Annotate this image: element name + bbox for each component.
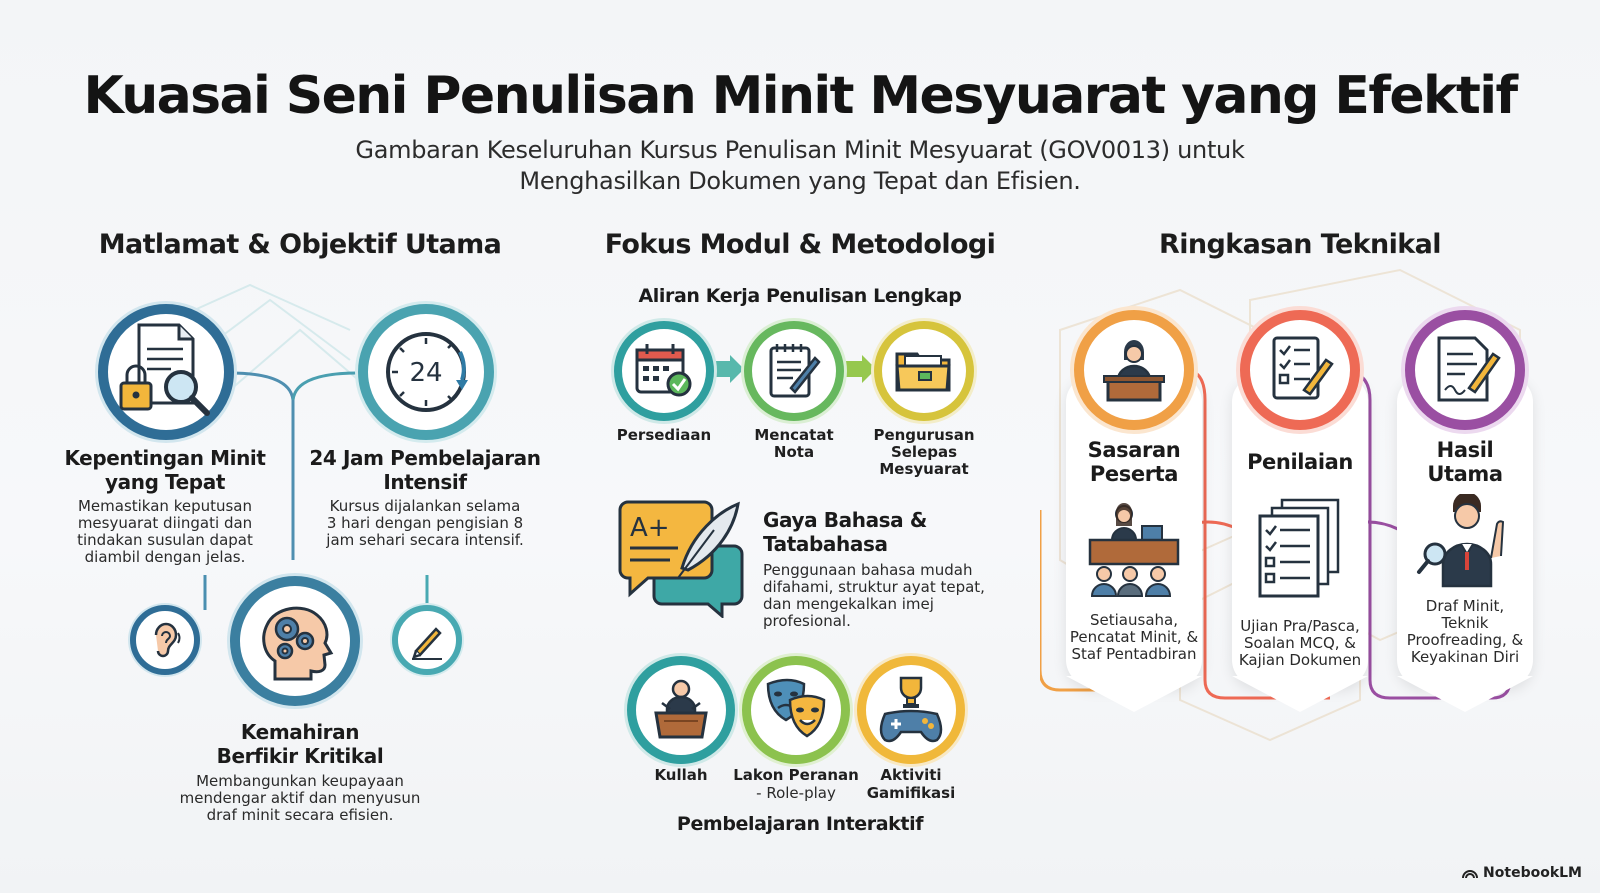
card-1-title-line-2: Peserta bbox=[1089, 462, 1179, 486]
goal-1-desc-line-4: diambil dengan jelas. bbox=[84, 548, 246, 566]
card-2-point bbox=[1232, 676, 1368, 716]
page-title: Kuasai Seni Penulisan Minit Mesyuarat yang Efektif bbox=[83, 66, 1517, 126]
signed-document-icon bbox=[1425, 330, 1505, 410]
goal-3-title-line-2: Berfikir Kritikal bbox=[216, 744, 384, 768]
card-1-desc-line-3: Staf Pentadbiran bbox=[1071, 645, 1197, 663]
head-gears-icon bbox=[245, 591, 345, 691]
document-security-icon-circle bbox=[98, 304, 234, 440]
language-title-line-2: Tatabahasa bbox=[763, 532, 888, 556]
workflow-2-label-line-1: Mencatat bbox=[754, 426, 834, 444]
section-title-goals: Matlamat & Objektif Utama bbox=[98, 229, 502, 260]
pen-icon bbox=[406, 619, 448, 661]
checklist-pencil-icon bbox=[1260, 330, 1340, 410]
calendar-icon bbox=[631, 338, 697, 404]
workflow-3-label-line-1: Pengurusan bbox=[873, 426, 975, 444]
goal-2-desc-line-3: jam sehari secara intensif. bbox=[326, 531, 524, 549]
card-3-desc-line-2: Teknik bbox=[1441, 614, 1489, 632]
method-roleplay bbox=[742, 656, 850, 764]
method-2-label-line-1: Lakon Peranan bbox=[733, 766, 859, 784]
goal-3-title-line-1: Kemahiran bbox=[240, 720, 360, 744]
goal-1-desc-line-2: mesyuarat diingati dan bbox=[77, 514, 253, 532]
test-papers-icon bbox=[1252, 498, 1348, 598]
ear-icon bbox=[144, 619, 186, 661]
document-lock-search-icon bbox=[111, 317, 221, 427]
card-3-icon-circle bbox=[1405, 310, 1525, 430]
card-3-desc-line-4: Keyakinan Diri bbox=[1410, 648, 1520, 666]
card-2-icon-circle bbox=[1240, 310, 1360, 430]
card-1-desc-line-1: Setiausaha, bbox=[1090, 611, 1178, 629]
workflow-step-preparation bbox=[614, 321, 714, 421]
card-3-title-line-2: Utama bbox=[1427, 462, 1503, 486]
goal-2-desc-line-1: Kursus dijalankan selama bbox=[329, 497, 521, 515]
language-desc-line-4: profesional. bbox=[763, 612, 851, 630]
language-title-line-1: Gaya Bahasa & bbox=[763, 508, 927, 532]
card-2-desc-line-1: Ujian Pra/Pasca, bbox=[1240, 617, 1360, 635]
subtitle-line-1: Gambaran Keseluruhan Kursus Penulisan Minit Mesyuarat (GOV0013) untuk bbox=[355, 136, 1245, 164]
goal-3-desc-line-1: Membangunkan keupayaan bbox=[196, 772, 404, 790]
card-2-desc-line-2: Soalan MCQ, & bbox=[1244, 634, 1356, 652]
workflow-title: Aliran Kerja Penulisan Lengkap bbox=[638, 285, 962, 307]
method-2-label-line-2: - Role-play bbox=[756, 784, 836, 802]
goal-2-title-line-2: Intensif bbox=[383, 470, 467, 494]
workflow-3-label-line-2: Selepas bbox=[890, 443, 958, 461]
card-1-icon-circle bbox=[1074, 310, 1194, 430]
critical-thinking-icon-circle bbox=[230, 576, 360, 706]
classroom-icon bbox=[1084, 500, 1184, 600]
notebooklm-logo-icon bbox=[1462, 867, 1478, 879]
goal-2-desc-line-2: 3 hari dengan pengisian 8 bbox=[326, 514, 524, 532]
goal-2-title-line-1: 24 Jam Pembelajaran bbox=[309, 446, 541, 470]
pen-icon-circle bbox=[392, 605, 462, 675]
card-1-desc-line-2: Pencatat Minit, & bbox=[1069, 628, 1199, 646]
brand-name: NotebookLM bbox=[1483, 865, 1582, 881]
game-controller-icon bbox=[875, 674, 947, 746]
workflow-step-notes bbox=[744, 321, 844, 421]
folder-icon bbox=[891, 338, 957, 404]
section-title-modules: Fokus Modul & Metodologi bbox=[604, 229, 996, 260]
workflow-1-label-line-1: Persediaan bbox=[616, 426, 712, 444]
clock-icon-circle bbox=[358, 304, 494, 440]
section-title-technical: Ringkasan Teknikal bbox=[1159, 229, 1441, 260]
workflow-3-label-line-3: Mesyuarat bbox=[879, 460, 969, 478]
brand-watermark bbox=[1462, 865, 1582, 881]
lecture-icon bbox=[646, 675, 716, 745]
card-3-title-line-1: Hasil bbox=[1436, 438, 1494, 462]
notepad-icon bbox=[761, 338, 827, 404]
speaker-podium-icon bbox=[1094, 330, 1174, 410]
goal-3-desc-line-3: draf minit secara efisien. bbox=[206, 806, 394, 824]
goal-1-title-line-2: yang Tepat bbox=[105, 470, 225, 494]
goal-3-desc-line-2: mendengar aktif dan menyusun bbox=[179, 789, 421, 807]
theater-masks-icon bbox=[760, 674, 832, 746]
card-2-title-line-1: Penilaian bbox=[1247, 450, 1353, 474]
grade-badge: A+ bbox=[630, 513, 670, 543]
card-1-point bbox=[1066, 676, 1202, 716]
method-lecture bbox=[627, 656, 735, 764]
language-desc-line-3: dan mengekalkan imej bbox=[763, 595, 934, 613]
method-1-label-line-1: Kullah bbox=[654, 766, 708, 784]
workflow-step-post-meeting bbox=[874, 321, 974, 421]
interactive-learning-title: Pembelajaran Interaktif bbox=[676, 813, 924, 835]
method-3-label-line-1: Aktiviti bbox=[880, 766, 942, 784]
workflow-2-label-line-2: Nota bbox=[773, 443, 815, 461]
language-desc-line-2: difahami, struktur ayat tepat, bbox=[763, 578, 985, 596]
clock-24-text: 24 bbox=[409, 358, 443, 388]
card-3-desc-line-1: Draf Minit, bbox=[1425, 597, 1505, 615]
ear-icon-circle bbox=[130, 605, 200, 675]
confident-person-icon bbox=[1415, 494, 1515, 590]
goal-1-title-line-1: Kepentingan Minit bbox=[64, 446, 266, 470]
method-gamification bbox=[857, 656, 965, 764]
card-1-title-line-1: Sasaran bbox=[1087, 438, 1181, 462]
language-desc-line-1: Penggunaan bahasa mudah bbox=[763, 561, 973, 579]
goal-1-desc-line-1: Memastikan keputusan bbox=[77, 497, 253, 515]
subtitle-line-2: Menghasilkan Dokumen yang Tepat dan Efisien. bbox=[519, 167, 1081, 195]
card-3-point bbox=[1397, 676, 1533, 716]
method-3-label-line-2: Gamifikasi bbox=[866, 784, 956, 802]
speech-bubble-grade-icon bbox=[614, 498, 749, 618]
clock-24-icon bbox=[376, 322, 476, 422]
card-2-desc-line-3: Kajian Dokumen bbox=[1238, 651, 1362, 669]
card-3-desc-line-3: Proofreading, & bbox=[1406, 631, 1524, 649]
goal-1-desc-line-3: tindakan susulan dapat bbox=[77, 531, 253, 549]
